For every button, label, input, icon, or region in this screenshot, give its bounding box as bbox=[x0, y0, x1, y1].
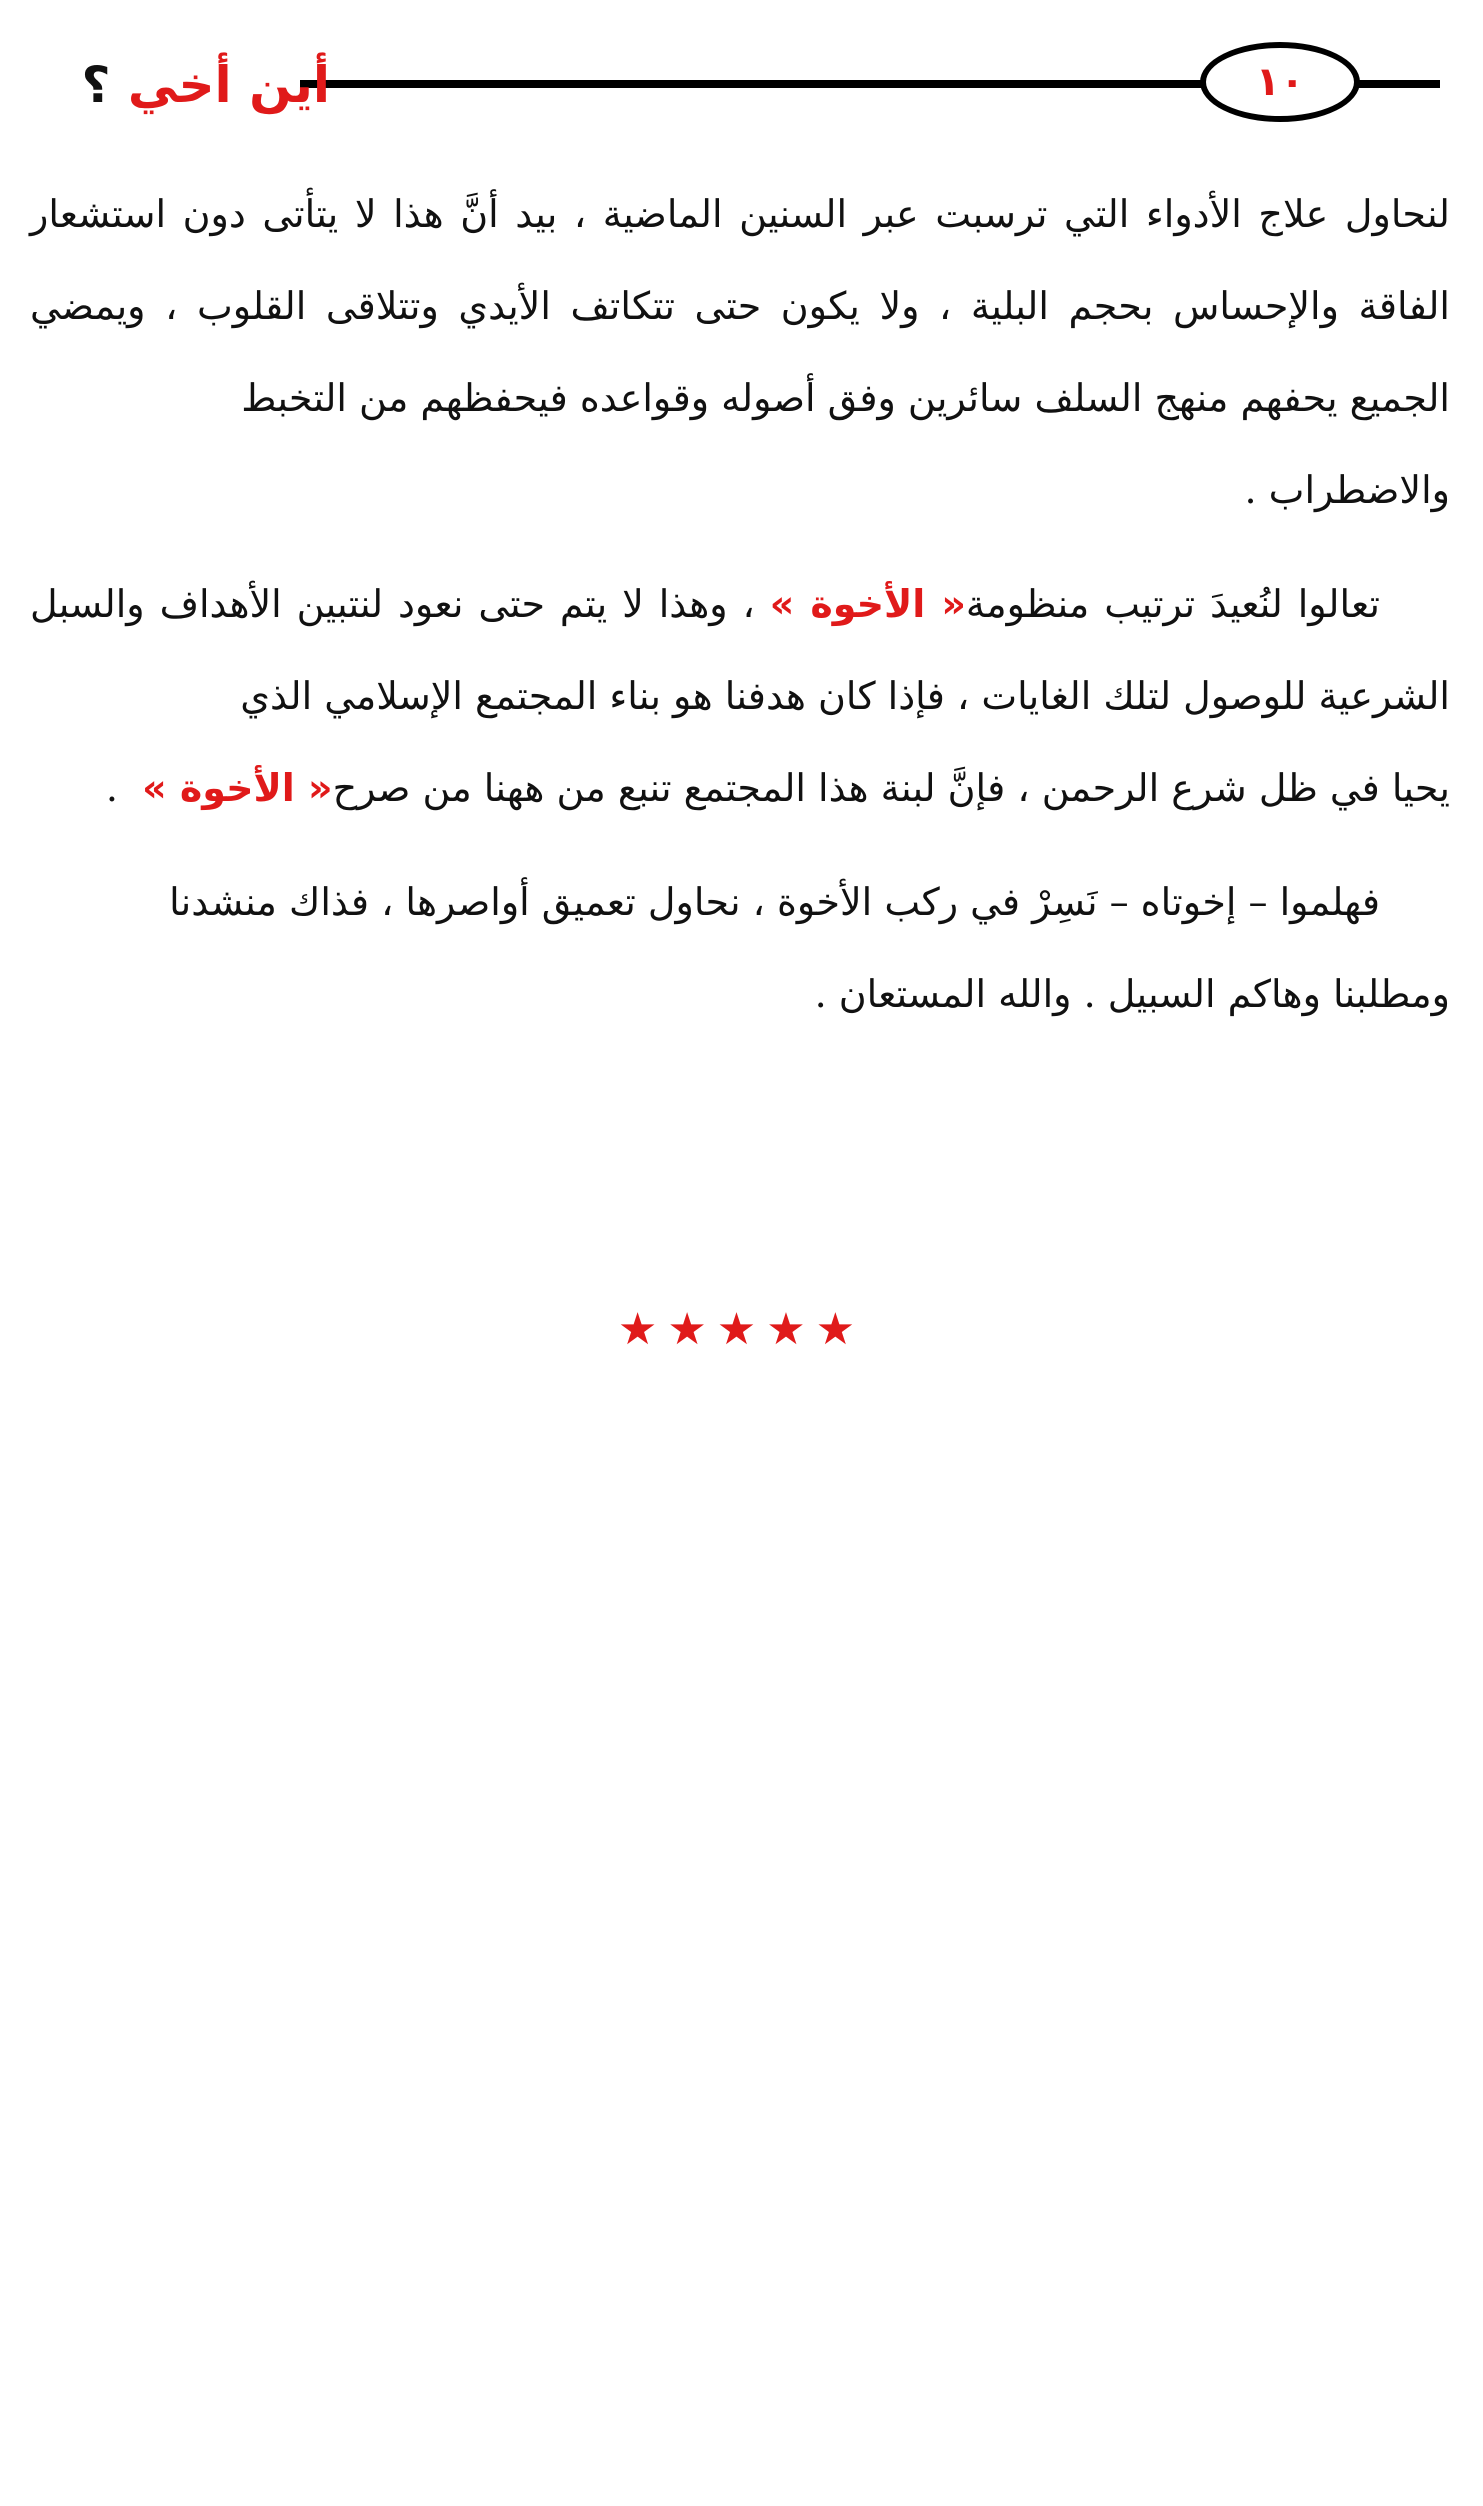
section-end-stars: ★★★★★ bbox=[617, 1304, 866, 1355]
page-content bbox=[30, 168, 1450, 1062]
book-title-text: أين أخي bbox=[127, 56, 330, 114]
paragraph-2-line-1-end: ، وهذا لا يتم حتى نعود لنتبين الأهداف bbox=[159, 582, 755, 626]
paragraph-1-line-4: والاضطراب . bbox=[1244, 468, 1450, 512]
page-number: ١٠ bbox=[1255, 59, 1305, 105]
paragraph-1-line-1: لنحاول علاج الأدواء التي ترسبت عبر السنين الماضية ، بيد أنَّ هذا لا يتأتى دون استشعار bbox=[30, 192, 1450, 236]
paragraph-3 bbox=[30, 856, 1450, 1040]
book-title bbox=[30, 45, 330, 125]
paragraph-2 bbox=[30, 558, 1450, 834]
term-brotherhood: « الأخوة » bbox=[769, 582, 966, 626]
paragraph-1 bbox=[30, 168, 1450, 536]
page-number-oval bbox=[1200, 42, 1360, 122]
paragraph-2-line-1-start: تعالوا لنُعيدَ ترتيب منظومة bbox=[965, 582, 1380, 626]
page-header bbox=[0, 0, 1483, 150]
paragraph-2-line-3-end: . bbox=[105, 766, 118, 810]
paragraph-3-line-2: ومطلبنا وهاكم السبيل . والله المستعان . bbox=[814, 972, 1450, 1016]
paragraph-1-line-2: الفاقة والإحساس بحجم البلية ، ولا يكون حتى تتكاتف الأيدي وتتلاقى القلوب ، bbox=[165, 284, 1450, 328]
paragraph-2-line-3 bbox=[30, 742, 1450, 834]
book-title-question-mark: ؟ bbox=[81, 56, 111, 114]
paragraph-3-line-1: فهلموا – إخوتاه – نَسِرْ في ركب الأخوة ، نحاول تعميق أواصرها ، فذاك منشدنا bbox=[169, 880, 1380, 924]
term-brotherhood-2: « الأخوة » bbox=[142, 766, 333, 810]
paragraph-2-line-3-start: يحيا في ظل شرع الرحمن ، فإنَّ لبنة هذا المجتمع تنبع من ههنا من صرح bbox=[332, 766, 1450, 810]
paragraph-2-line-2: والسبل الشرعية للوصول لتلك الغايات ، فإذا كان هدفنا هو بناء المجتمع الإسلامي الذي bbox=[30, 582, 1450, 718]
paragraph-1-line-3: ويمضي الجميع يحفهم منهج السلف سائرين وفق أصوله وقواعده فيحفظهم من التخبط bbox=[30, 284, 1450, 420]
